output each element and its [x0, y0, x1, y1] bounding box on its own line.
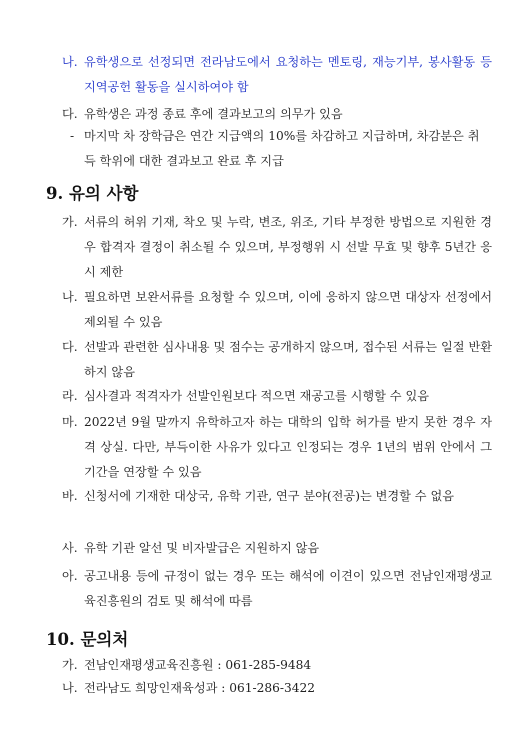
caution-item-ga — [62, 210, 492, 285]
item-marker: 나. — [62, 290, 78, 304]
item-text: 심사결과 적격자가 선발인원보다 적으면 재공고를 시행할 수 있음 — [84, 389, 429, 403]
item-marker: 가. — [62, 215, 78, 229]
item-text: 2022년 9월 말까지 유학하고자 하는 대학의 입학 허가를 받지 못한 경우 자격 상실. 다만, 부득이한 사유가 있다고 인정되는 경우 1년의 범위 안에서 그 기간을 연장할 수 있음 — [84, 415, 492, 479]
caution-item-da — [62, 335, 492, 385]
contact-marker: 나. — [62, 681, 78, 695]
item-text: 유학 기관 알선 및 비자발급은 지원하지 않음 — [84, 541, 320, 555]
item-text: 서류의 허위 기재, 착오 및 누락, 변조, 위조, 기타 부정한 방법으로 지원한 경우 합격자 결정이 취소될 수 있으며, 부정행위 시 선발 무효 및 향후 5년간 응시 제한 — [84, 215, 492, 279]
item-text: 신청서에 기재한 대상국, 유학 기관, 연구 분야(전공)는 변경할 수 없음 — [84, 489, 454, 503]
item-text: 공고내용 등에 규정이 없는 경우 또는 해석에 이견이 있으면 전남인재평생교육진흥원의 검토 및 해석에 따름 — [84, 569, 492, 608]
item-marker: 마. — [62, 415, 78, 429]
caution-item-ma — [62, 410, 492, 485]
contact-marker: 가. — [62, 658, 78, 672]
caution-item-sa — [62, 536, 492, 561]
item-text: 선발과 관련한 심사내용 및 점수는 공개하지 않으며, 접수된 서류는 일절 반환하지 않음 — [84, 340, 492, 379]
notice-item-na — [62, 50, 492, 100]
caution-item-na — [62, 285, 492, 335]
item-marker: 라. — [62, 389, 78, 403]
item-text: 필요하면 보완서류를 요청할 수 있으며, 이에 응하지 않으면 대상자 선정에서 제외될 수 있음 — [84, 290, 492, 329]
item-text: 유학생은 과정 종료 후에 결과보고의 의무가 있음 — [84, 107, 343, 121]
contact-text: 전남인재평생교육진흥원 : 061-285-9484 — [84, 658, 312, 672]
sub-text: 마지막 차 장학금은 연간 지급액의 10%를 차감하고 지급하며, 차감분은 취득 학위에 대한 결과보고 완료 후 지급 — [84, 129, 480, 168]
item-text: 유학생으로 선정되면 전라남도에서 요청하는 멘토링, 재능기부, 봉사활동 등 지역공헌 활동을 실시하여야 함 — [84, 55, 492, 94]
item-marker: 사. — [62, 541, 78, 555]
caution-item-a — [62, 564, 492, 614]
sub-marker: - — [70, 129, 75, 143]
item-marker: 다. — [62, 340, 78, 354]
section-9-heading: 9. 유의 사항 — [46, 184, 139, 203]
item-marker: 나. — [62, 55, 78, 69]
caution-item-ba — [62, 484, 492, 509]
section-10-heading: 10. 문의처 — [46, 630, 129, 649]
caution-item-ra — [62, 384, 492, 409]
item-marker: 바. — [62, 489, 78, 503]
notice-subitem — [70, 124, 490, 174]
contact-text: 전라남도 희망인재육성과 : 061-286-3422 — [84, 681, 316, 695]
contact-item-ga — [62, 654, 311, 676]
contact-item-na — [62, 677, 315, 699]
item-marker: 아. — [62, 569, 78, 583]
item-marker: 다. — [62, 107, 78, 121]
